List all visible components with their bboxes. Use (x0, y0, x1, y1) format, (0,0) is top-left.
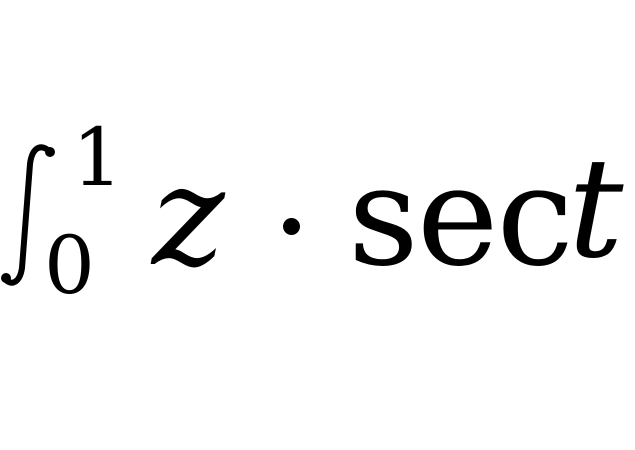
variable-z: z (152, 136, 225, 297)
variable-t: t (568, 128, 624, 289)
integral-lower-limit: 0 (44, 219, 95, 312)
multiplication-dot (283, 218, 300, 235)
integral-upper-limit: 1 (72, 111, 123, 204)
function-name-sec: sec (348, 136, 572, 297)
